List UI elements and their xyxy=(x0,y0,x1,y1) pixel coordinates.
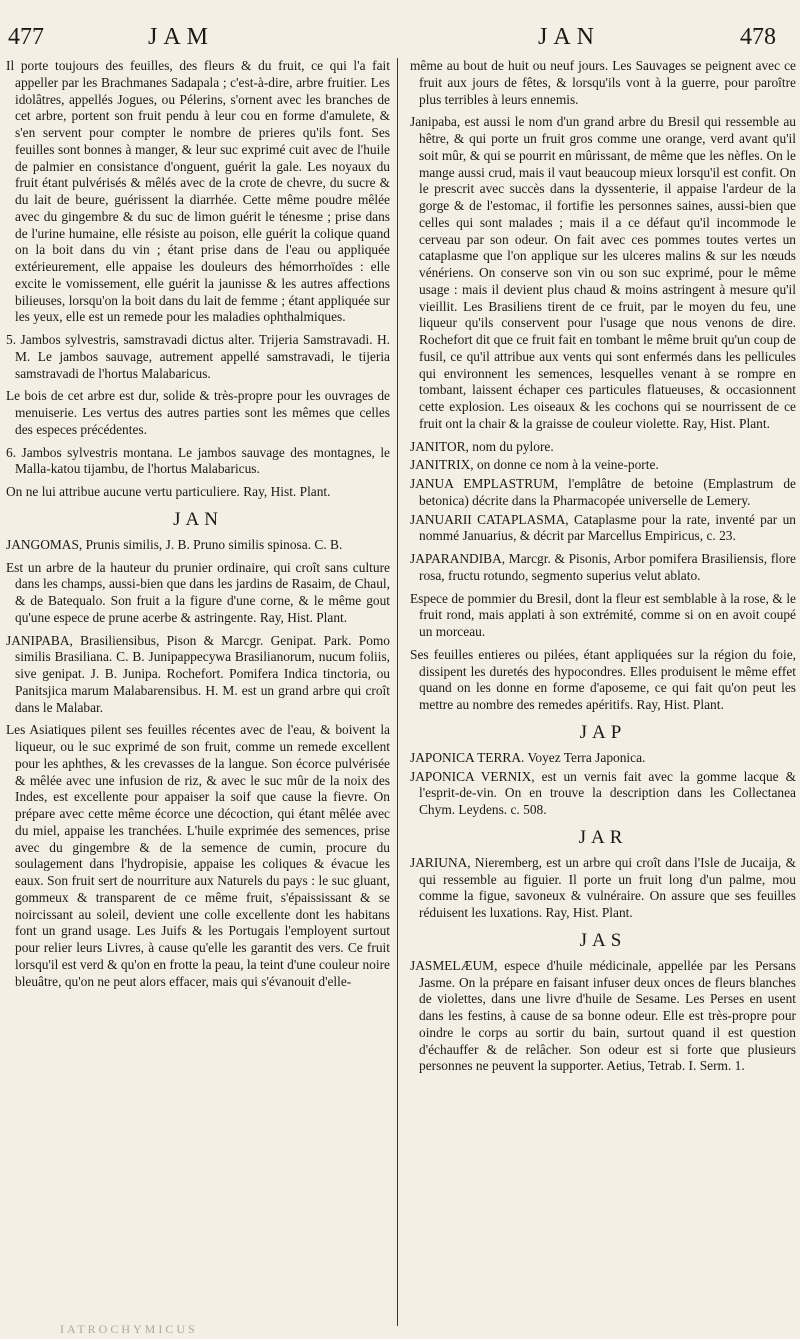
left-page-number: 477 xyxy=(8,24,44,50)
right-running-head: JAN xyxy=(538,24,601,50)
entry-paragraph: JARIUNA, Nieremberg, est un arbre qui croît dans l'Isle de Jucaija, & qui ressemble au figuier. Il porte un fruit long d'un palme, mou comme la figue, savoneux & vulnéraire. On assure que ses feuilles réduisent les luxations. Ray, Hist. Plant. xyxy=(410,854,796,920)
entry-paragraph: 6. Jambos sylvestris montana. Le jambos sauvage des montagnes, le Malla-katou tijambu, de l'hortus Malabaricus. xyxy=(6,444,390,477)
entry-paragraph: 5. Jambos sylvestris, samstravadi dictus alter. Trijeria Samstravadi. H. M. Le jambos sauvage, autrement appellé samstravadi, le tijeria samstravadi de l'hortus Malabaricus. xyxy=(6,332,390,381)
entry-paragraph: Ses feuilles entieres ou pilées, étant appliquées sur la région du foie, dissipent les duretés des hypocondres. Elles produisent le même effet quand on les donne en forme d'aposeme, ce qui fait qu'on peut les mettre au nombre des remedes apéritifs. Ray, Hist. Plant. xyxy=(410,646,796,712)
entry-paragraph: Il porte toujours des feuilles, des fleurs & du fruit, ce qui l'a fait appeller par les Brachmanes Sadapala ; c'est-à-dire, arbre fruitier. Les idolâtres, appellés Jogues, ou Pélerins, s'ornent avec les branches de cet arbre, portent son fruit pendu à leur cou en forme d'amulete, & s'en servent pour compter le nombre de prieres qu'ils font. Ses feuilles sont bonnes à manger, & leur suc exprimé cuit avec de l'huile de palmier en consistance d'onguent, guérit la gale. Les noyaux du fruit étant pulvérisés & mêlés avec de la crote de chevre, du sucre & du lait de beure, guérissent la diarrhée. Cette même poudre mêlée avec du gingembre & du suc de limon guérit le ténesme ; prise dans de l'urine humaine, elle résiste au poison, elle guérit la colique quand on la boit dans du vin ; étant prise dans de l'eau ou appliquée extérieurement, elle appaise les douleurs des hémorrhoïdes : elle excite le vomissement, elle guérit la jaunisse & les autres affections bilieuses, lorsqu'on la boit dans du lait de femme ; étant appliquée sur les yeux, elle est un remede pour les maladies ophthalmiques. xyxy=(6,58,390,325)
entry-paragraph: JANITOR, nom du pylore. xyxy=(410,438,554,454)
entry-paragraph: Le bois de cet arbre est dur, solide & très-propre pour les ouvrages de menuiserie. Les vertus des autres parties sont les mêmes que celles des especes précédentes. xyxy=(6,388,390,437)
right-page-number: 478 xyxy=(740,24,776,50)
entry-paragraph: JAPONICA TERRA. Voyez Terra Japonica. xyxy=(410,749,646,765)
entry-paragraph: JANIPABA, Brasiliensibus, Pison & Marcgr. Genipat. Park. Pomo similis Brasiliana. C. B. Junipappecywa Brasilianorum, nucum foliis, sive genipat. J. B. Junipa. Rochefort. Pomifera Indica tinctoria, ou Panitsjica marum Malabarensibus. H. M. est un grand arbre qui croît dans le Malabar. xyxy=(6,632,390,715)
entry-paragraph: JAPONICA VERNIX, est un vernis fait avec la gomme lacque & l'esprit-de-vin. On en trouve la description dans les Collectanea Chym. Leydens. c. 508. xyxy=(410,768,796,817)
catchword: IATROCHYMICUS xyxy=(60,1322,198,1336)
right-column xyxy=(410,58,796,1081)
entry-paragraph: même au bout de huit ou neuf jours. Les Sauvages se peignent avec ce fruit aux jours de fêtes, & lorsqu'ils vont à la guerre, pour paroître plus terribles à leurs ennemis. xyxy=(410,58,796,107)
entry-paragraph: Les Asiatiques pilent ses feuilles récentes avec de l'eau, & boivent la liqueur, ou le suc exprimé de son fruit, comme un remede excellent pour les aphthes, & les crevasses de la langue. Son écorce pulvérisée & mêlée avec une infusion de riz, & avec le suc mûr de la noix des Indes, est excellente pour appaiser la soif que cause la fievre. On prépare avec cette même écorce une décoction, qui étant mêlée avec du miel, appaise les tranchées. L'huile exprimée des semences, prise avec du gingembre & de la semence de cumin, procure du soulagement dans l'hydropisie, appaise les coliques & évacue les eaux. Son fruit sert de nourriture aux Naturels du pays : le suc gluant, gommeux & transparent de ce même fruit, s'épaississant & se noircissant au soleil, devient une colle excellente dont les habitans font un grand usage. Les Juifs & les Portugais l'employent surtout pour relier leurs Livres, à cause qu'elle les garantit des vers. Ce fruit lorsqu'il est verd & qu'on en frotte la peau, la teint d'une couleur noire bleuâtre, qu'on ne peut alors effacer, mais qui s'évanouit d'elle- xyxy=(6,722,390,989)
entry-paragraph: Est un arbre de la hauteur du prunier ordinaire, qui croît sans culture dans les champs, aussi-bien que dans les jardins de Rasaim, de Chaul, & de Batequalo. Son fruit a la figure d'une corne, & le même gout qu'une espece de prune acerbe & astringente. Ray, Hist. Plant. xyxy=(6,559,390,625)
left-column xyxy=(6,58,390,996)
entry-paragraph: Espece de pommier du Bresil, dont la fleur est semblable à la rose, & le fruit rond, mais applati à son extrémité, comme si on en avoit coupé un morceau. xyxy=(410,590,796,639)
entry-paragraph: JANITRIX, on donne ce nom à la veine-porte. xyxy=(410,457,659,473)
section-heading: JAN xyxy=(173,508,223,530)
column-rule xyxy=(397,58,398,1326)
entry-paragraph: Janipaba, est aussi le nom d'un grand arbre du Bresil qui ressemble au hêtre, & qui porte un fruit gros comme une orange, verd avant qu'il soit mûr, & qui se pourrit en mûrissant, de même que les nèfles. On le mange aussi crud, mais il vaut beaucoup mieux lorsqu'il est confit. On le prescrit avec succès dans la dyssenterie, il appaise l'ardeur de la gorge & de l'estomac, il fortifie les personnes saines, aussi-bien que celles qui sont malades ; mais il a ce défaut qu'il incommode le cerveau par son odeur. On fait avec ces pommes toutes vertes un cataplasme que l'on applique sur les ulceres malins & sur les nœuds vénériens. On conserve son vin ou son suc exprimé, pour le même usage : mais il devient plus chaud & moins astringent à mesure qu'il vieillit. Les Brasiliens tirent de ce fruit, par le moyen du feu, une liqueur qu'ils conservent pour l'usage que nous venons de dire. Rochefort dit que ce fruit fait en tombant le même bruit qu'un coup de fusil, ce qu'il attribue aux vents qui sont enfermés dans les pellicules qui environnent les semences, lesquelles venant à se rompre en tombant, laissent échaper ces particules flatueuses, & occasionnent cette explosion. Les oiseaux & les cochons qui se nourrissent de ce fruit ont la chair & la graisse de couleur violette. Ray, Hist. Plant. xyxy=(410,114,796,431)
entry-paragraph: JAPARANDIBA, Marcgr. & Pisonis, Arbor pomifera Brasiliensis, flore rosa, fructu rotundo, segmento superius velut ablato. xyxy=(410,551,796,583)
section-heading: JAP xyxy=(579,721,627,743)
left-running-head: JAM xyxy=(148,24,215,50)
page-footer xyxy=(0,1322,800,1339)
section-heading: JAS xyxy=(579,929,627,951)
entry-paragraph: JANUARII CATAPLASMA, Cataplasme pour la rate, inventé par un nommé Januarius, & décrit par Marcellus Empiricus, c. 23. xyxy=(410,511,796,544)
entry-paragraph: JASMELÆUM, espece d'huile médicinale, appellée par les Persans Jasme. On la prépare en faisant infuser deux onces de fleurs blanches de violettes, dans une livre d'huile de Sesame. Les Perses en usent dans les festins, à cause de sa bonne odeur. Elle est très-propre pour oindre le corps au sortir du bain, surtout quand il est question d'échauffer & de relâcher. Son odeur est si forte que plusieurs personnes ne peuvent la supporter. Aetius, Tetrab. I. Serm. 1. xyxy=(410,957,796,1074)
entry-paragraph: On ne lui attribue aucune vertu particuliere. Ray, Hist. Plant. xyxy=(6,484,331,499)
entry-paragraph: JANGOMAS, Prunis similis, J. B. Pruno similis spinosa. C. B. xyxy=(6,536,343,552)
section-heading: JAR xyxy=(578,826,628,848)
entry-paragraph: JANUA EMPLASTRUM, l'emplâtre de betoine (Emplastrum de betonica) décrite dans la Pharmacopée universelle de Lemery. xyxy=(410,476,796,508)
